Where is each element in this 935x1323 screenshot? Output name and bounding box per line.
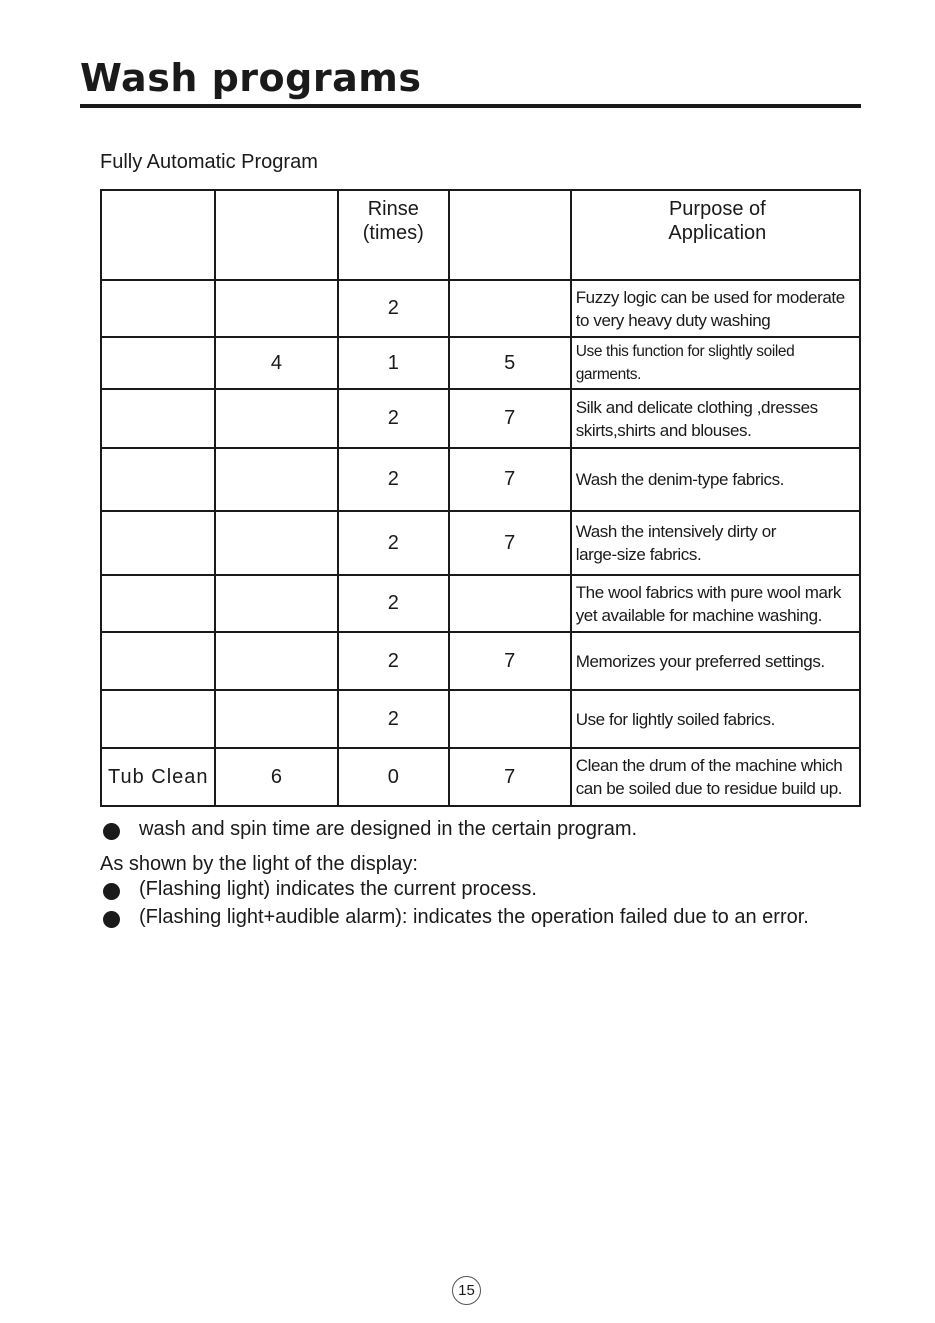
header-wash — [215, 190, 338, 280]
wash-cell — [215, 280, 338, 337]
note-display-intro: As shown by the light of the display: — [100, 853, 418, 875]
header-rinse: Rinse (times) — [338, 190, 449, 280]
table-row — [101, 748, 860, 806]
table-row — [101, 575, 860, 632]
spin-cell — [449, 575, 571, 632]
program-cell — [101, 280, 215, 337]
table-row — [101, 511, 860, 575]
note-flashing-alarm: (Flashing light+audible alarm): indicates the operation failed due to an error. — [139, 906, 809, 928]
spin-cell — [449, 280, 571, 337]
wash-cell — [215, 389, 338, 448]
table-row — [101, 337, 860, 389]
spin-cell: 7 — [449, 448, 571, 511]
rinse-cell: 2 — [338, 690, 449, 748]
purpose-cell: Silk and delicate clothing ,dresses skirts,shirts and blouses. — [571, 389, 860, 448]
spin-cell: 7 — [449, 389, 571, 448]
table-row — [101, 632, 860, 690]
title-underline — [80, 104, 861, 108]
wash-cell — [215, 511, 338, 575]
purpose-cell: The wool fabrics with pure wool mark yet available for machine washing. — [571, 575, 860, 632]
header-spin — [449, 190, 571, 280]
program-cell — [101, 337, 215, 389]
rinse-cell: 2 — [338, 448, 449, 511]
purpose-cell: Use this function for slightly soiled garments. — [571, 337, 860, 389]
rinse-cell: 2 — [338, 389, 449, 448]
spin-cell: 5 — [449, 337, 571, 389]
wash-cell — [215, 632, 338, 690]
spin-cell: 7 — [449, 511, 571, 575]
wash-cell: 4 — [215, 337, 338, 389]
program-cell — [101, 575, 215, 632]
program-cell: Tub Clean — [101, 748, 215, 806]
table-row — [101, 448, 860, 511]
rinse-cell: 0 — [338, 748, 449, 806]
wash-cell — [215, 575, 338, 632]
bullet-icon — [103, 823, 120, 840]
purpose-cell: Wash the denim-type fabrics. — [571, 448, 860, 511]
rinse-cell: 1 — [338, 337, 449, 389]
header-purpose: Purpose of Application — [571, 190, 860, 280]
wash-programs-table — [100, 189, 861, 807]
wash-cell: 6 — [215, 748, 338, 806]
table-row — [101, 690, 860, 748]
bullet-icon — [103, 911, 120, 928]
program-cell — [101, 511, 215, 575]
section-heading: Fully Automatic Program — [100, 151, 318, 173]
note-flashing-light: (Flashing light) indicates the current process. — [139, 878, 537, 900]
purpose-cell: Use for lightly soiled fabrics. — [571, 690, 860, 748]
program-cell — [101, 389, 215, 448]
table-row — [101, 389, 860, 448]
spin-cell: 7 — [449, 632, 571, 690]
note-wash-spin: wash and spin time are designed in the certain program. — [139, 818, 638, 840]
table-row — [101, 280, 860, 337]
purpose-cell: Wash the intensively dirty or large-size fabrics. — [571, 511, 860, 575]
bullet-icon — [103, 883, 120, 900]
program-cell — [101, 632, 215, 690]
rinse-cell: 2 — [338, 280, 449, 337]
purpose-cell: Fuzzy logic can be used for moderate to very heavy duty washing — [571, 280, 860, 337]
table-header-row — [101, 190, 860, 280]
spin-cell: 7 — [449, 748, 571, 806]
rinse-cell: 2 — [338, 575, 449, 632]
program-cell — [101, 448, 215, 511]
program-cell — [101, 690, 215, 748]
rinse-cell: 2 — [338, 632, 449, 690]
rinse-cell: 2 — [338, 511, 449, 575]
page-number: 15 — [452, 1276, 481, 1305]
page-title: Wash programs — [80, 56, 422, 100]
wash-cell — [215, 448, 338, 511]
purpose-cell: Memorizes your preferred settings. — [571, 632, 860, 690]
spin-cell — [449, 690, 571, 748]
purpose-cell: Clean the drum of the machine which can be soiled due to residue build up. — [571, 748, 860, 806]
header-program — [101, 190, 215, 280]
wash-cell — [215, 690, 338, 748]
